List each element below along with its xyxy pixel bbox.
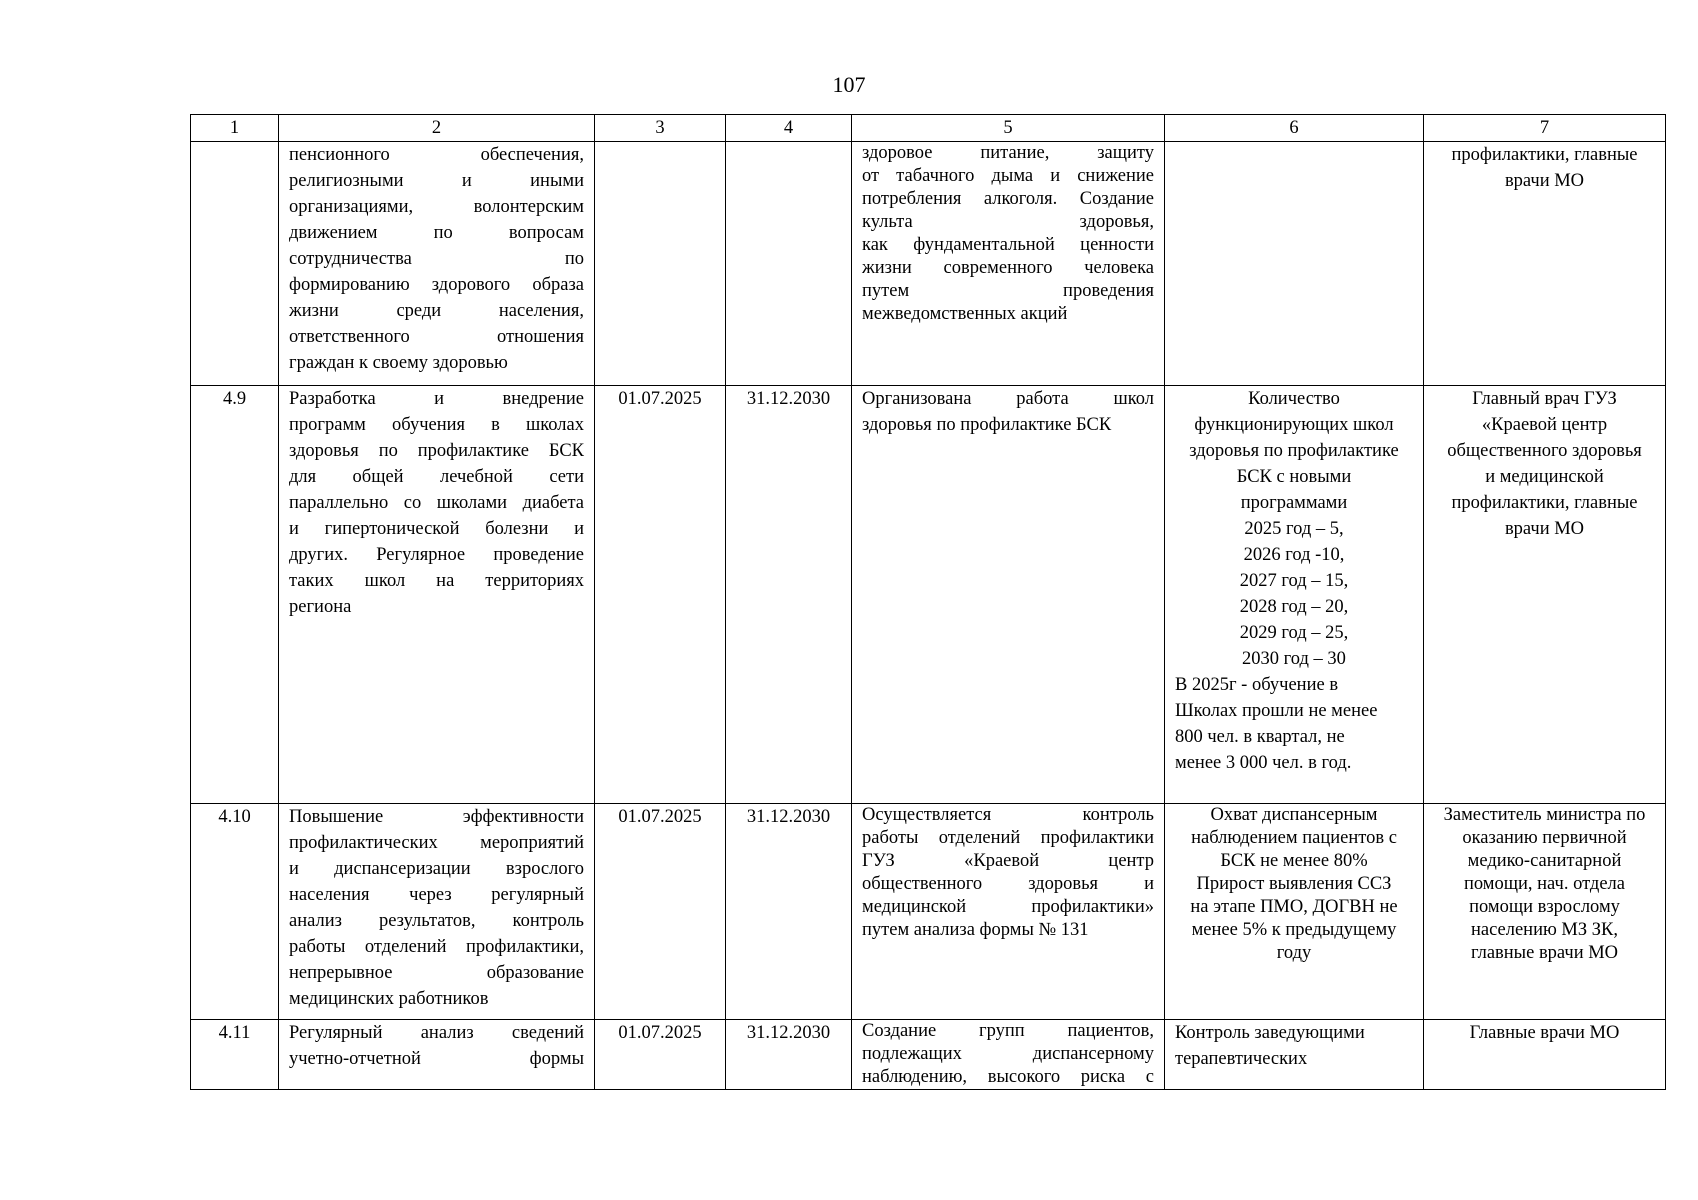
cell-line: Повышение эффективности	[289, 807, 584, 827]
cell-line: наблюдением пациентов с	[1191, 828, 1397, 848]
cell-line: здоровья по профилактике	[1189, 441, 1399, 461]
cell-line: межведомственных акций	[862, 304, 1068, 324]
row-number: 4.10	[191, 804, 279, 1020]
cell-line: потребления алкоголя. Создание	[862, 189, 1154, 209]
cell-line: Главные врачи МО	[1469, 1023, 1620, 1043]
cell-line: учетно-отчетной формы	[289, 1049, 584, 1069]
indicator-cell	[1165, 804, 1424, 1020]
cell-line: региона	[289, 597, 352, 617]
indicator-cell	[1165, 142, 1424, 386]
cell-line: оказанию первичной	[1462, 828, 1627, 848]
cell-line: терапевтических	[1175, 1049, 1308, 1069]
cell-line: 800 чел. в квартал, не	[1175, 727, 1345, 747]
cell-line: менее 3 000 чел. в год.	[1175, 753, 1352, 773]
cell-line: БСК с новыми	[1236, 467, 1352, 487]
cell-line: сотрудничества по	[289, 249, 584, 269]
cell-line: граждан к своему здоровью	[289, 353, 508, 373]
cell-line: жизни современного человека	[862, 258, 1154, 278]
header-cell: 6	[1165, 115, 1424, 142]
cell-line: от табачного дыма и снижение	[862, 166, 1154, 186]
cell-line: 2025 год – 5,	[1244, 519, 1344, 539]
end-date: 31.12.2030	[726, 386, 852, 804]
cell-line: медицинской профилактики»	[862, 897, 1154, 917]
header-cell: 3	[595, 115, 726, 142]
cell-line: помощи взрослому	[1469, 897, 1620, 917]
end-date: 31.12.2030	[726, 804, 852, 1020]
responsible-cell	[1424, 1020, 1666, 1090]
measure-cell	[279, 1020, 595, 1090]
responsible-cell	[1424, 142, 1666, 386]
cell-line: Организована работа школ	[862, 389, 1154, 409]
responsible-cell	[1424, 386, 1666, 804]
cell-line: здоровья по профилактике БСК	[862, 415, 1112, 435]
measure-cell	[279, 386, 595, 804]
cell-line: для общей лечебной сети	[289, 467, 584, 487]
page-number: 107	[832, 72, 866, 97]
cell-line: «Краевой центр	[1481, 415, 1608, 435]
cell-line: ответственного отношения	[289, 327, 584, 347]
cell-line: В 2025г - обучение в	[1175, 675, 1339, 695]
cell-line: Охват диспансерным	[1210, 805, 1378, 825]
cell-line: Регулярный анализ сведений	[289, 1023, 584, 1043]
cell-line: 2027 год – 15,	[1239, 571, 1349, 591]
result-cell	[852, 1020, 1165, 1090]
measure-cell	[279, 804, 595, 1020]
cell-line: формированию здорового образа	[289, 275, 584, 295]
cell-line: населению МЗ ЗК,	[1470, 920, 1619, 940]
cell-line: БСК не менее 80%	[1220, 851, 1368, 871]
cell-line: работы отделений профилактики,	[289, 937, 584, 957]
cell-line: программ обучения в школах	[289, 415, 584, 435]
header-cell: 1	[191, 115, 279, 142]
cell-line: главные врачи МО	[1470, 943, 1619, 963]
cell-line: и диспансеризации взрослого	[289, 859, 584, 879]
cell-line: медико-санитарной	[1467, 851, 1622, 871]
cell-line: здоровое питание, защиту	[862, 143, 1154, 163]
header-cell: 4	[726, 115, 852, 142]
cell-line: Заместитель министра по	[1443, 805, 1646, 825]
cell-line: Осуществляется контроль	[862, 805, 1154, 825]
cell-line: общественного здоровья и	[862, 874, 1154, 894]
header-row	[191, 115, 1666, 142]
result-cell	[852, 142, 1165, 386]
row-number: 4.11	[191, 1020, 279, 1090]
cell-line: организациями, волонтерским	[289, 197, 584, 217]
cell-line: и гипертонической болезни и	[289, 519, 584, 539]
responsible-cell	[1424, 804, 1666, 1020]
cell-line: жизни среди населения,	[289, 301, 584, 321]
cell-line: пенсионного обеспечения,	[289, 145, 584, 165]
cell-line: функционирующих школ	[1194, 415, 1394, 435]
start-date: 01.07.2025	[595, 804, 726, 1020]
cell-line: населения через регулярный	[289, 885, 584, 905]
cell-line: ГУЗ «Краевой центр	[862, 851, 1154, 871]
header-cell: 7	[1424, 115, 1666, 142]
cell-line: движением по вопросам	[289, 223, 584, 243]
cell-line: врачи МО	[1504, 171, 1585, 191]
cell-line: анализ результатов, контроль	[289, 911, 584, 931]
cell-line: работы отделений профилактики	[862, 828, 1154, 848]
cell-line: путем анализа формы № 131	[862, 920, 1089, 940]
cell-line: профилактики, главные	[1451, 145, 1638, 165]
cell-line: врачи МО	[1504, 519, 1585, 539]
cell-line: Создание групп пациентов,	[862, 1021, 1154, 1041]
cell-line: 2028 год – 20,	[1239, 597, 1349, 617]
cell-line: Разработка и внедрение	[289, 389, 584, 409]
cell-line: религиозными и иными	[289, 171, 584, 191]
cell-line: 2026 год -10,	[1243, 545, 1345, 565]
result-cell	[852, 386, 1165, 804]
cell-line: 2029 год – 25,	[1239, 623, 1349, 643]
cell-line: подлежащих диспансерному	[862, 1044, 1154, 1064]
table-row	[191, 1020, 1666, 1090]
cell-line: профилактики, главные	[1451, 493, 1638, 513]
measure-cell	[279, 142, 595, 386]
table-row	[191, 804, 1666, 1020]
cell-line: менее 5% к предыдущему	[1191, 920, 1397, 940]
start-date: 01.07.2025	[595, 1020, 726, 1090]
plan-table	[190, 114, 1666, 1090]
cell-line: Контроль заведующими	[1175, 1023, 1365, 1043]
cell-line: здоровья по профилактике БСК	[289, 441, 584, 461]
cell-line: Количество	[1248, 389, 1340, 409]
cell-line: 2030 год – 30	[1242, 649, 1346, 669]
cell-line: путем проведения	[862, 281, 1154, 301]
cell-line: наблюдению, высокого риска с	[862, 1067, 1154, 1087]
cell-line: культа здоровья,	[862, 212, 1154, 232]
cell-line: и медицинской	[1485, 467, 1604, 487]
cell-line: Школах прошли не менее	[1175, 701, 1378, 721]
table-row	[191, 142, 1666, 386]
row-number: 4.9	[191, 386, 279, 804]
cell-line: таких школ на территориях	[289, 571, 584, 591]
table-row	[191, 386, 1666, 804]
cell-line: параллельно со школами диабета	[289, 493, 584, 513]
header-cell: 2	[279, 115, 595, 142]
indicator-cell	[1165, 1020, 1424, 1090]
end-date	[726, 142, 852, 386]
cell-line: Прирост выявления ССЗ	[1196, 874, 1392, 894]
end-date: 31.12.2030	[726, 1020, 852, 1090]
cell-line: медицинских работников	[289, 989, 489, 1009]
cell-line: профилактических мероприятий	[289, 833, 584, 853]
cell-line: на этапе ПМО, ДОГВН не	[1190, 897, 1398, 917]
cell-line: непрерывное образование	[289, 963, 584, 983]
row-number	[191, 142, 279, 386]
cell-line: как фундаментальной ценности	[862, 235, 1154, 255]
cell-line: программами	[1240, 493, 1348, 513]
cell-line: году	[1276, 943, 1312, 963]
start-date: 01.07.2025	[595, 386, 726, 804]
indicator-cell	[1165, 386, 1424, 804]
cell-line: общественного здоровья	[1447, 441, 1642, 461]
header-cell: 5	[852, 115, 1165, 142]
cell-line: помощи, нач. отдела	[1464, 874, 1625, 894]
cell-line: Главный врач ГУЗ	[1472, 389, 1617, 409]
result-cell	[852, 804, 1165, 1020]
start-date	[595, 142, 726, 386]
cell-line: других. Регулярное проведение	[289, 545, 584, 565]
